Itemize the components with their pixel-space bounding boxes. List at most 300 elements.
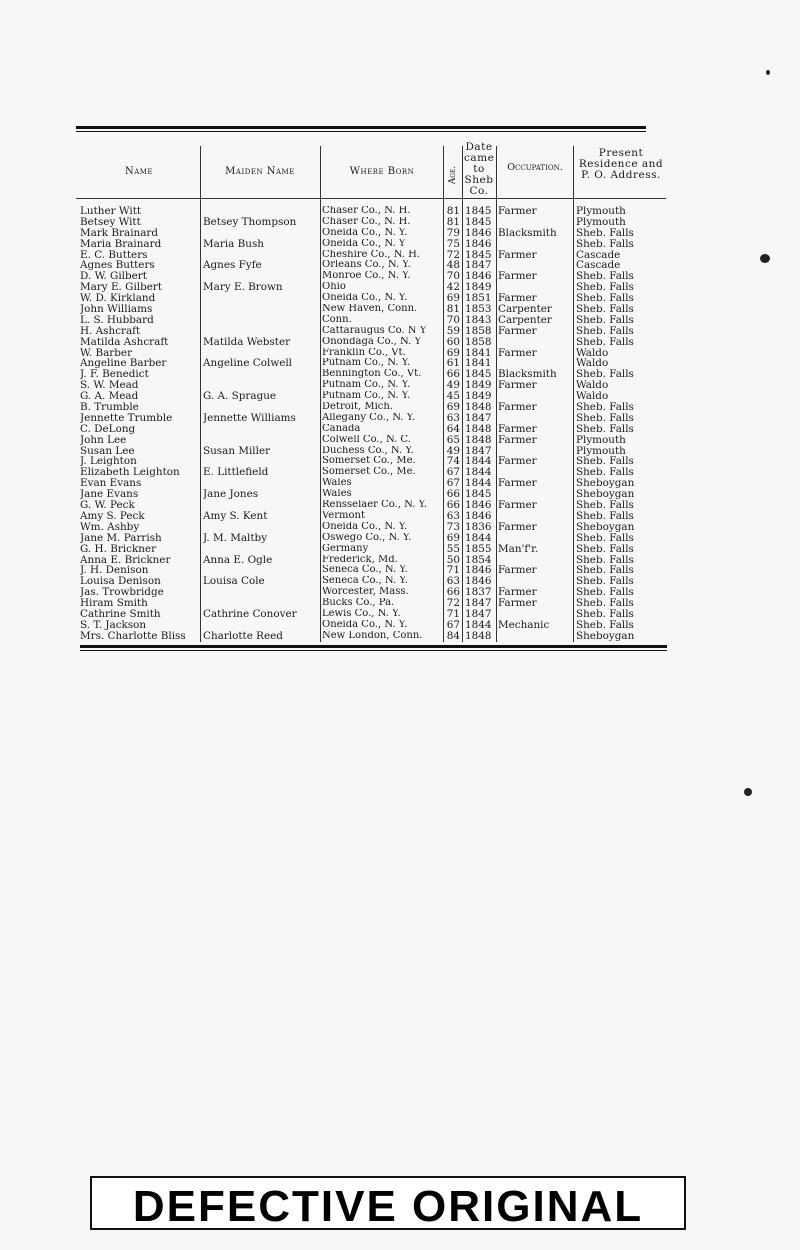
- cell-maiden-name: Jane Jones: [203, 489, 259, 501]
- cell-name: J. H. Denison: [80, 565, 149, 577]
- cell-date-came: 1844: [465, 619, 492, 631]
- cell-where-born: Duchess Co., N. Y.: [322, 445, 414, 456]
- occupation-column: [498, 206, 572, 642]
- maiden-name-column: [203, 206, 319, 642]
- cell-address: Sheboygan: [576, 630, 635, 642]
- cell-address: Plymouth: [576, 434, 626, 446]
- cell-name: C. DeLong: [80, 423, 136, 435]
- cell-maiden-name: Cathrine Conover: [203, 608, 297, 620]
- cell-where-born: Oneida Co., N. Y: [322, 238, 406, 249]
- cell-occupation: [498, 413, 572, 424]
- header-maiden-name: Maiden Name: [225, 166, 295, 177]
- cell-maiden-name: Betsey Thompson: [203, 216, 297, 228]
- cell-where-born: Putnam Co., N. Y.: [322, 391, 411, 402]
- cell-maiden-name: Anna E. Ogle: [203, 554, 273, 566]
- cell-name: Matilda Ashcraft: [80, 336, 169, 348]
- cell-address: Sheb. Falls: [576, 587, 634, 599]
- cell-occupation: [498, 555, 572, 566]
- cell-age: 66: [446, 500, 460, 511]
- cell-name: Mrs. Charlotte Bliss: [80, 630, 186, 642]
- cell-date-came: 1849: [465, 391, 492, 403]
- cell-maiden-name: [203, 522, 319, 533]
- scan-speck: [760, 254, 770, 263]
- cell-date-came: 1844: [465, 532, 492, 544]
- cell-name: Jennette Trumble: [80, 412, 173, 424]
- cell-address: Waldo: [576, 391, 609, 403]
- cell-date-came: 1836: [465, 521, 492, 533]
- cell-age: 73: [446, 521, 460, 533]
- cell-name: Amy S. Peck: [80, 510, 145, 522]
- cell-maiden-name: [203, 348, 319, 359]
- cell-name: Wm. Ashby: [80, 521, 140, 533]
- cell-occupation: [498, 239, 572, 250]
- cell-date-came: 1847: [465, 412, 492, 424]
- cell-maiden-name: [203, 402, 319, 413]
- cell-occupation: Farmer: [498, 598, 537, 609]
- cell-where-born: Seneca Co., N. Y.: [322, 576, 408, 587]
- cell-where-born: Detroit, Mich.: [322, 402, 393, 413]
- cell-address: Sheb. Falls: [576, 500, 634, 511]
- cell-occupation: Farmer: [498, 587, 537, 599]
- cell-where-born: Bucks Co., Pa.: [322, 598, 395, 609]
- cell-date-came: 1858: [465, 325, 492, 337]
- cell-where-born: New London, Conn.: [322, 630, 423, 641]
- cell-address: Waldo: [576, 347, 609, 359]
- cell-occupation: [498, 337, 572, 348]
- cell-date-came: 1855: [465, 543, 492, 555]
- cell-occupation: [498, 467, 572, 478]
- cell-occupation: [498, 282, 572, 293]
- cell-name: Maria Brainard: [80, 238, 162, 250]
- cell-occupation: Farmer: [498, 478, 537, 490]
- cell-address: Sheb. Falls: [576, 598, 634, 609]
- cell-name: Jane Evans: [80, 489, 139, 501]
- table-top-rule-thin: [76, 131, 646, 132]
- cell-date-came: 1846: [465, 271, 492, 283]
- cell-address: Sheboygan: [576, 478, 635, 490]
- cell-date-came: 1845: [465, 369, 492, 381]
- cell-age: 59: [446, 325, 460, 337]
- cell-occupation: [498, 576, 572, 587]
- cell-occupation: [498, 609, 572, 620]
- cell-maiden-name: [203, 424, 319, 435]
- cell-date-came: 1851: [465, 293, 492, 305]
- cell-occupation: Mechanic: [498, 619, 550, 631]
- cell-maiden-name: [203, 500, 319, 511]
- cell-name: H. Ashcraft: [80, 325, 141, 337]
- cell-age: 81: [446, 206, 460, 217]
- cell-age: 66: [446, 369, 460, 381]
- cell-maiden-name: [203, 565, 319, 576]
- cell-name: Luther Witt: [80, 206, 142, 217]
- cell-address: Sheb. Falls: [576, 336, 634, 348]
- cell-maiden-name: [203, 435, 319, 446]
- cell-age: 50: [446, 554, 460, 566]
- date-came-column: [465, 206, 495, 642]
- cell-name: G. W. Peck: [80, 500, 135, 511]
- cell-date-came: 1846: [465, 565, 492, 577]
- cell-date-came: 1845: [465, 489, 492, 501]
- cell-maiden-name: J. M. Maltby: [203, 532, 268, 544]
- cell-occupation: Farmer: [498, 500, 537, 511]
- cell-maiden-name: [203, 456, 319, 467]
- cell-age: 61: [446, 358, 460, 370]
- cell-where-born: Ohio: [322, 282, 346, 293]
- cell-maiden-name: E. Littlefield: [203, 467, 269, 479]
- cell-occupation: [498, 511, 572, 522]
- where-born-column: [322, 206, 444, 642]
- cell-name: Angeline Barber: [80, 358, 167, 370]
- cell-maiden-name: [203, 544, 319, 555]
- cell-maiden-name: [203, 206, 319, 217]
- table-bottom-rule: [80, 645, 667, 648]
- cell-age: 67: [446, 619, 460, 631]
- cell-age: 49: [446, 445, 460, 457]
- header-name: Name: [124, 166, 154, 177]
- cell-name: Evan Evans: [80, 478, 142, 490]
- cell-address: Sheboygan: [576, 521, 635, 533]
- cell-occupation: [498, 391, 572, 402]
- cell-name: Betsey Witt: [80, 216, 141, 228]
- cell-date-came: 1846: [465, 510, 492, 522]
- cell-occupation: Farmer: [498, 434, 537, 446]
- cell-age: 67: [446, 478, 460, 490]
- cell-age: 69: [446, 347, 460, 359]
- cell-age: 67: [446, 467, 460, 479]
- cell-age: 63: [446, 412, 460, 424]
- cell-age: 69: [446, 293, 460, 305]
- cell-occupation: Farmer: [498, 456, 537, 468]
- cell-where-born: Frederick, Md.: [322, 554, 398, 565]
- cell-date-came: 1845: [465, 216, 492, 228]
- cell-address: Cascade: [576, 260, 621, 272]
- cell-maiden-name: [203, 380, 319, 391]
- cell-date-came: 1847: [465, 445, 492, 457]
- cell-occupation: Farmer: [498, 565, 537, 577]
- cell-maiden-name: Mary E. Brown: [203, 282, 283, 294]
- cell-name: Jas. Trowbridge: [80, 587, 164, 599]
- cell-address: Sheb. Falls: [576, 271, 634, 283]
- cell-name: J. Leighton: [80, 456, 137, 468]
- cell-date-came: 1849: [465, 282, 492, 294]
- cell-age: 60: [446, 336, 460, 348]
- cell-age: 42: [446, 282, 460, 294]
- cell-date-came: 1846: [465, 500, 492, 511]
- cell-where-born: Chaser Co., N. H.: [322, 216, 411, 227]
- cell-where-born: Oswego Co., N. Y.: [322, 532, 412, 543]
- cell-date-came: 1847: [465, 260, 492, 272]
- cell-where-born: Allegany Co., N. Y.: [322, 412, 416, 423]
- cell-age: 70: [446, 271, 460, 283]
- cell-where-born: Somerset Co., Me.: [322, 456, 416, 467]
- defective-original-stamp: [90, 1176, 686, 1230]
- cell-age: 63: [446, 510, 460, 522]
- cell-address: Sheb. Falls: [576, 293, 634, 305]
- cell-maiden-name: Angeline Colwell: [203, 358, 293, 370]
- cell-date-came: 1846: [465, 227, 492, 239]
- cell-maiden-name: [203, 478, 319, 489]
- cell-maiden-name: [203, 250, 319, 261]
- cell-address: Sheb. Falls: [576, 456, 634, 468]
- cell-age: 63: [446, 576, 460, 588]
- cell-maiden-name: [203, 587, 319, 598]
- cell-address: Sheb. Falls: [576, 282, 634, 294]
- cell-name: Elizabeth Leighton: [80, 467, 180, 479]
- cell-address: Sheb. Falls: [576, 554, 634, 566]
- cell-where-born: Canada: [322, 423, 361, 434]
- cell-occupation: Farmer: [498, 293, 537, 305]
- cell-where-born: Germany: [322, 543, 369, 554]
- cell-where-born: Rensselaer Co., N. Y.: [322, 500, 428, 511]
- cell-date-came: 1841: [465, 358, 492, 370]
- cell-occupation: Farmer: [498, 521, 537, 533]
- cell-maiden-name: Matilda Webster: [203, 336, 291, 348]
- cell-name: S. W. Mead: [80, 380, 139, 392]
- cell-occupation: Farmer: [498, 249, 537, 261]
- cell-address: Waldo: [576, 358, 609, 370]
- age-column: [444, 206, 460, 642]
- cell-where-born: Orleans Co., N. Y.: [322, 260, 411, 271]
- cell-age: 45: [446, 391, 460, 403]
- cell-date-came: 1846: [465, 238, 492, 250]
- cell-address: Sheb. Falls: [576, 543, 634, 555]
- cell-maiden-name: Agnes Fyfe: [203, 260, 262, 272]
- cell-where-born: Colwell Co., N. C.: [322, 434, 411, 445]
- cell-address: Sheb. Falls: [576, 510, 634, 522]
- cell-date-came: 1843: [465, 314, 492, 326]
- cell-where-born: Wales: [322, 489, 352, 500]
- cell-age: 79: [446, 227, 460, 239]
- cell-name: John Lee: [80, 434, 127, 446]
- cell-occupation: Farmer: [498, 271, 537, 283]
- cell-maiden-name: [203, 304, 319, 315]
- cell-name: Mary E. Gilbert: [80, 282, 163, 294]
- cell-occupation: [498, 446, 572, 457]
- cell-name: J. F. Benedict: [80, 369, 149, 381]
- cell-date-came: 1847: [465, 598, 492, 609]
- header-where-born: Where Born: [349, 166, 415, 177]
- cell-date-came: 1853: [465, 304, 492, 315]
- cell-name: W. D. Kirkland: [80, 293, 156, 305]
- cell-address: Sheb. Falls: [576, 227, 634, 239]
- cell-name: Agnes Butters: [80, 260, 155, 272]
- cell-age: 55: [446, 543, 460, 555]
- cell-name: Susan Lee: [80, 445, 135, 457]
- cell-name: John Williams: [80, 304, 153, 315]
- cell-occupation: Farmer: [498, 423, 537, 435]
- cell-date-came: 1858: [465, 336, 492, 348]
- cell-age: 84: [446, 630, 460, 642]
- scan-speck: [744, 788, 752, 796]
- cell-address: Sheb. Falls: [576, 532, 634, 544]
- cell-where-born: Oneida Co., N. Y.: [322, 619, 408, 630]
- cell-occupation: [498, 533, 572, 544]
- cell-address: Sheb. Falls: [576, 369, 634, 381]
- cell-address: Sheb. Falls: [576, 565, 634, 577]
- cell-where-born: Monroe Co., N. Y.: [322, 271, 411, 282]
- cell-date-came: 1848: [465, 630, 492, 642]
- cell-address: Plymouth: [576, 216, 626, 228]
- cell-occupation: [498, 631, 572, 642]
- cell-name: D. W. Gilbert: [80, 271, 147, 283]
- cell-occupation: Carpenter: [498, 314, 552, 326]
- cell-date-came: 1849: [465, 380, 492, 392]
- cell-where-born: Franklin Co., Vt.: [322, 347, 406, 358]
- cell-maiden-name: [203, 315, 319, 326]
- cell-address: Sheb. Falls: [576, 325, 634, 337]
- cell-name: Anna E. Brickner: [80, 554, 171, 566]
- cell-occupation: [498, 260, 572, 271]
- cell-occupation: [498, 489, 572, 500]
- cell-where-born: Bennington Co., Vt.: [322, 369, 422, 380]
- cell-occupation: Carpenter: [498, 304, 552, 315]
- cell-occupation: [498, 217, 572, 228]
- cell-where-born: Putnam Co., N. Y.: [322, 380, 411, 391]
- cell-address: Sheb. Falls: [576, 314, 634, 326]
- cell-where-born: Worcester, Mass.: [322, 587, 409, 598]
- cell-maiden-name: Maria Bush: [203, 238, 264, 250]
- cell-address: Sheb. Falls: [576, 467, 634, 479]
- column-divider: [496, 146, 497, 642]
- cell-age: 69: [446, 532, 460, 544]
- cell-age: 75: [446, 238, 460, 250]
- header-age: Age.: [448, 165, 458, 185]
- cell-age: 71: [446, 608, 460, 620]
- cell-age: 66: [446, 587, 460, 599]
- cell-address: Sheb. Falls: [576, 576, 634, 588]
- cell-name: Mark Brainard: [80, 227, 159, 239]
- cell-where-born: Putnam Co., N. Y.: [322, 358, 411, 369]
- cell-date-came: 1844: [465, 478, 492, 490]
- cell-maiden-name: [203, 228, 319, 239]
- column-divider: [200, 146, 201, 642]
- cell-where-born: Onondaga Co., N. Y: [322, 336, 422, 347]
- cell-address: Cascade: [576, 249, 621, 261]
- cell-age: 48: [446, 260, 460, 272]
- cell-age: 81: [446, 304, 460, 315]
- cell-where-born: Oneida Co., N. Y.: [322, 521, 408, 532]
- address-column: [576, 206, 668, 642]
- cell-occupation: Man'f'r.: [498, 543, 539, 555]
- scan-speck: [766, 70, 770, 75]
- cell-maiden-name: Susan Miller: [203, 445, 271, 457]
- cell-maiden-name: Amy S. Kent: [203, 510, 268, 522]
- cell-date-came: 1844: [465, 456, 492, 468]
- column-divider: [320, 146, 321, 642]
- cell-maiden-name: Louisa Cole: [203, 576, 265, 588]
- cell-where-born: Somerset Co., Me.: [322, 467, 416, 478]
- cell-age: 74: [446, 456, 460, 468]
- cell-date-came: 1848: [465, 434, 492, 446]
- cell-address: Sheb. Falls: [576, 238, 634, 250]
- cell-where-born: Oneida Co., N. Y.: [322, 293, 408, 304]
- cell-occupation: Blacksmith: [498, 369, 557, 381]
- cell-date-came: 1848: [465, 402, 492, 413]
- cell-date-came: 1841: [465, 347, 492, 359]
- cell-date-came: 1845: [465, 249, 492, 261]
- cell-age: 66: [446, 489, 460, 501]
- cell-where-born: Conn.: [322, 314, 352, 325]
- table-top-rule: [76, 126, 646, 129]
- header-date-came: Date came to Sheb Co.: [464, 141, 495, 197]
- cell-name: Louisa Denison: [80, 576, 161, 588]
- cell-address: Plymouth: [576, 445, 626, 457]
- cell-maiden-name: G. A. Sprague: [203, 391, 277, 403]
- cell-age: 64: [446, 423, 460, 435]
- cell-name: Cathrine Smith: [80, 608, 161, 620]
- cell-occupation: Blacksmith: [498, 227, 557, 239]
- header-divider: [76, 198, 666, 199]
- cell-date-came: 1854: [465, 554, 492, 566]
- cell-address: Sheb. Falls: [576, 423, 634, 435]
- cell-maiden-name: [203, 271, 319, 282]
- column-divider: [462, 146, 463, 642]
- cell-name: G. H. Brickner: [80, 543, 157, 555]
- cell-name: L. S. Hubbard: [80, 314, 154, 326]
- cell-occupation: Farmer: [498, 347, 537, 359]
- cell-where-born: Vermont: [322, 510, 365, 521]
- cell-age: 49: [446, 380, 460, 392]
- cell-date-came: 1846: [465, 576, 492, 588]
- cell-address: Sheb. Falls: [576, 402, 634, 413]
- cell-age: 65: [446, 434, 460, 446]
- cell-occupation: [498, 358, 572, 369]
- cell-where-born: Chaser Co., N. H.: [322, 206, 411, 216]
- cell-date-came: 1837: [465, 587, 492, 599]
- cell-maiden-name: [203, 598, 319, 609]
- cell-occupation: Farmer: [498, 380, 537, 392]
- cell-date-came: 1848: [465, 423, 492, 435]
- cell-maiden-name: [203, 326, 319, 337]
- cell-name: Jane M. Parrish: [80, 532, 162, 544]
- cell-address: Sheb. Falls: [576, 608, 634, 620]
- cell-where-born: Cattaraugus Co. N Y: [322, 325, 427, 336]
- name-column: [80, 206, 198, 642]
- cell-name: E. C. Butters: [80, 249, 148, 261]
- cell-occupation: Farmer: [498, 206, 537, 217]
- cell-where-born: Seneca Co., N. Y.: [322, 565, 408, 576]
- cell-age: 72: [446, 598, 460, 609]
- table-bottom-rule-thin: [80, 650, 667, 651]
- cell-address: Sheboygan: [576, 489, 635, 501]
- cell-address: Waldo: [576, 380, 609, 392]
- cell-address: Sheb. Falls: [576, 412, 634, 424]
- cell-maiden-name: Jennette Williams: [203, 412, 296, 424]
- cell-address: Sheb. Falls: [576, 304, 634, 315]
- stamp-label: DEFECTIVE ORIGINAL: [132, 1182, 644, 1231]
- cell-where-born: Lewis Co., N. Y.: [322, 608, 401, 619]
- header-address: Present Residence and P. O. Address.: [578, 147, 664, 181]
- cell-age: 70: [446, 314, 460, 326]
- cell-name: S. T. Jackson: [80, 619, 147, 631]
- cell-where-born: Cheshire Co., N. H.: [322, 249, 421, 260]
- cell-maiden-name: [203, 620, 319, 631]
- cell-name: W. Barber: [80, 347, 133, 359]
- cell-occupation: Farmer: [498, 325, 537, 337]
- cell-date-came: 1845: [465, 206, 492, 217]
- cell-date-came: 1844: [465, 467, 492, 479]
- column-divider: [573, 146, 574, 642]
- cell-maiden-name: [203, 293, 319, 304]
- cell-where-born: New Haven, Conn.: [322, 304, 418, 315]
- cell-address: Plymouth: [576, 206, 626, 217]
- cell-age: 81: [446, 216, 460, 228]
- header-occupation: Occupation.: [507, 162, 563, 173]
- cell-date-came: 1847: [465, 608, 492, 620]
- cell-age: 72: [446, 249, 460, 261]
- cell-maiden-name: [203, 369, 319, 380]
- cell-maiden-name: Charlotte Reed: [203, 630, 283, 642]
